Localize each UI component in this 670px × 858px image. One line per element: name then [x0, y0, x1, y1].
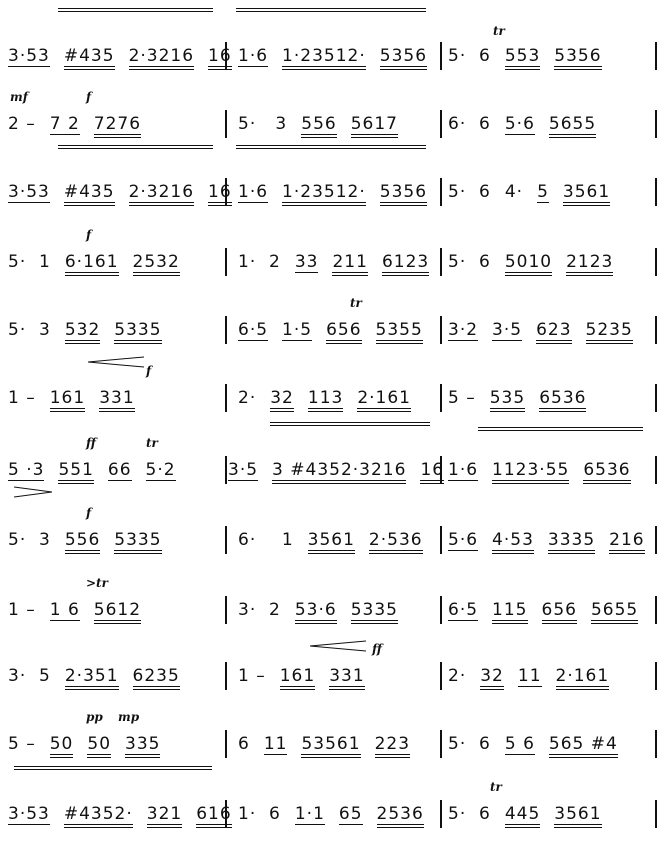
- measure: [8, 316, 162, 344]
- measure: [238, 42, 427, 70]
- measure: [448, 110, 596, 138]
- score-line: [0, 710, 670, 788]
- hairpin-icon: [14, 486, 52, 498]
- measure: [8, 730, 160, 758]
- note-group: 3·5: [228, 456, 258, 484]
- note-group: 5335: [114, 526, 161, 554]
- note-group: 2·536: [369, 526, 423, 554]
- note-group: 3· 2: [238, 600, 281, 620]
- note-group: 1·5: [282, 316, 312, 344]
- note-group: 16: [208, 178, 232, 206]
- note-group: 2·3216: [129, 42, 194, 70]
- score-line: [0, 168, 670, 236]
- note-group: 161: [50, 384, 85, 412]
- hairpin-icon: [88, 356, 144, 368]
- beam-line: [14, 766, 212, 767]
- note-group: 6· 1: [238, 530, 294, 550]
- measure: [448, 42, 602, 70]
- note-group: 5· 6: [448, 252, 491, 272]
- note-group: 5·6: [448, 526, 478, 554]
- note-group: 2·: [238, 388, 257, 408]
- bar-line: [440, 384, 442, 412]
- measure: [238, 730, 410, 758]
- score-line: [0, 90, 670, 168]
- expression-mark: f: [86, 90, 92, 104]
- note-group: 2532: [133, 248, 180, 276]
- bar-line: [655, 248, 657, 276]
- measure: [8, 596, 141, 624]
- note-group: 16: [208, 42, 232, 70]
- note-group: 5335: [114, 316, 161, 344]
- bar-line: [655, 662, 657, 690]
- beam-line: [236, 145, 426, 146]
- measure: [238, 662, 365, 690]
- measure: [8, 384, 135, 412]
- note-group: 6536: [583, 456, 630, 484]
- measure: [238, 316, 423, 344]
- bar-line: [440, 42, 442, 70]
- note-group: #435: [64, 42, 115, 70]
- bar-line: [440, 248, 442, 276]
- note-group: 331: [329, 662, 364, 690]
- note-group: 11: [264, 730, 288, 758]
- note-group: 5· 1: [8, 252, 51, 272]
- note-group: #435: [64, 178, 115, 206]
- bar-line: [655, 596, 657, 624]
- note-group: 115: [492, 596, 527, 624]
- note-group: 3·2: [448, 316, 478, 344]
- expression-mark: f: [146, 364, 152, 378]
- measure: [448, 178, 610, 206]
- note-group: 1· 6: [238, 804, 281, 824]
- note-group: 5355: [376, 316, 423, 344]
- bar-line: [655, 384, 657, 412]
- bar-line: [440, 596, 442, 624]
- note-group: 6· 6: [448, 114, 491, 134]
- note-group: 6123: [382, 248, 429, 276]
- note-group: 5612: [94, 596, 141, 624]
- note-group: 5·2: [146, 456, 176, 484]
- note-group: 32: [480, 662, 504, 690]
- note-group: 6·5: [238, 316, 268, 344]
- score-line: [0, 780, 670, 858]
- note-group: 223: [375, 730, 410, 758]
- note-group: 5· 6: [448, 734, 491, 754]
- note-group: 211: [332, 248, 367, 276]
- bar-line: [225, 248, 227, 276]
- note-group: 5· 6: [448, 46, 491, 66]
- note-group: 3·53: [8, 178, 50, 206]
- note-group: 5010: [505, 248, 552, 276]
- note-group: 1·6: [448, 456, 478, 484]
- note-group: 445: [505, 800, 540, 828]
- note-group: 5 –: [8, 734, 36, 754]
- measure: [8, 248, 180, 276]
- note-group: 4·53: [492, 526, 534, 554]
- note-group: 5335: [351, 596, 398, 624]
- bar-line: [225, 730, 227, 758]
- note-group: 5356: [380, 42, 427, 70]
- note-group: 3· 5: [8, 666, 51, 686]
- score-line: [0, 24, 670, 100]
- note-group: 3 #4352·3216: [272, 456, 406, 484]
- bar-line: [655, 730, 657, 758]
- note-group: 1 –: [238, 666, 266, 686]
- note-group: 6·5: [448, 596, 478, 624]
- measure: [8, 42, 232, 70]
- bar-line: [440, 316, 442, 344]
- measure: [448, 248, 613, 276]
- note-group: 161: [280, 662, 315, 690]
- measure: [448, 730, 618, 758]
- note-group: 50: [87, 730, 111, 758]
- note-group: 553: [505, 42, 540, 70]
- note-group: 321: [147, 800, 182, 828]
- note-group: 32: [270, 384, 294, 412]
- note-group: 3335: [548, 526, 595, 554]
- expression-mark: >tr: [86, 576, 108, 590]
- bar-line: [440, 178, 442, 206]
- note-group: 5·6: [505, 110, 535, 138]
- bar-line: [655, 800, 657, 828]
- measure: [448, 662, 609, 690]
- measure: [8, 456, 176, 484]
- expression-mark: tr: [490, 780, 502, 794]
- note-group: 3·53: [8, 42, 50, 70]
- bar-line: [225, 110, 227, 138]
- note-group: 1·1: [295, 800, 325, 828]
- note-group: 656: [542, 596, 577, 624]
- expression-mark: pp: [86, 710, 103, 724]
- bar-line: [225, 526, 227, 554]
- note-group: 5· 6: [448, 804, 491, 824]
- note-group: 3561: [563, 178, 610, 206]
- bar-line: [225, 456, 227, 484]
- note-group: 5655: [549, 110, 596, 138]
- note-group: 1· 2: [238, 252, 281, 272]
- hairpin-icon: [310, 640, 366, 652]
- note-group: 1·6: [238, 42, 268, 70]
- measure: [448, 316, 633, 344]
- note-group: 5 6: [505, 730, 535, 758]
- beam-line: [478, 427, 643, 428]
- beam-line: [58, 145, 213, 146]
- note-group: 33: [295, 248, 319, 276]
- measure: [8, 662, 180, 690]
- note-group: 5· 3: [238, 114, 288, 134]
- note-group: 5· 6: [448, 182, 491, 202]
- beam-line: [236, 8, 426, 9]
- note-group: 535: [490, 384, 525, 412]
- note-group: 6536: [539, 384, 586, 412]
- note-group: 565 #4: [549, 730, 618, 758]
- note-group: 2 –: [8, 114, 36, 134]
- measure: [238, 248, 429, 276]
- bar-line: [655, 316, 657, 344]
- note-group: 216: [609, 526, 644, 554]
- note-group: 1123·55: [492, 456, 569, 484]
- note-group: 53561: [301, 730, 360, 758]
- expression-mark: mf: [10, 90, 28, 104]
- bar-line: [655, 526, 657, 554]
- note-group: 2536: [377, 800, 424, 828]
- bar-line: [655, 110, 657, 138]
- note-group: 4·: [504, 182, 524, 202]
- bar-line: [225, 316, 227, 344]
- note-group: 5 ·3: [8, 456, 44, 484]
- note-group: 3561: [308, 526, 355, 554]
- measure: [448, 596, 638, 624]
- expression-mark: tr: [146, 436, 158, 450]
- bar-line: [655, 456, 657, 484]
- measure: [238, 596, 398, 624]
- score-line: [0, 436, 670, 514]
- measure: [8, 110, 141, 138]
- note-group: 2·161: [357, 384, 411, 412]
- expression-mark: ff: [86, 436, 96, 450]
- measure: [448, 456, 631, 484]
- note-group: 1 –: [8, 388, 36, 408]
- note-group: 3561: [554, 800, 601, 828]
- note-group: 3·53: [8, 800, 50, 828]
- bar-line: [225, 662, 227, 690]
- measure: [228, 456, 444, 484]
- bar-line: [440, 662, 442, 690]
- note-group: 1·23512·: [282, 42, 366, 70]
- note-group: 623: [536, 316, 571, 344]
- note-group: 1 6: [50, 596, 80, 624]
- note-group: 6: [238, 734, 250, 754]
- note-group: #4352·: [64, 800, 133, 828]
- note-group: 2·: [448, 666, 467, 686]
- bar-line: [440, 526, 442, 554]
- note-group: 2·351: [65, 662, 119, 690]
- note-group: 5 –: [448, 388, 476, 408]
- note-group: 66: [108, 456, 132, 484]
- score-line: [0, 364, 670, 442]
- bar-line: [655, 178, 657, 206]
- expression-mark: tr: [350, 296, 362, 310]
- bar-line: [440, 110, 442, 138]
- note-group: 6·161: [65, 248, 119, 276]
- note-group: 5356: [380, 178, 427, 206]
- note-group: 1 –: [8, 600, 36, 620]
- note-group: 2123: [566, 248, 613, 276]
- note-group: 5655: [591, 596, 638, 624]
- beam-line: [58, 8, 213, 9]
- note-group: 532: [65, 316, 100, 344]
- score-line: [0, 228, 670, 306]
- measure: [238, 178, 427, 206]
- measure: [8, 178, 232, 206]
- expression-mark: f: [86, 228, 92, 242]
- note-group: 551: [58, 456, 93, 484]
- measure: [238, 526, 423, 554]
- note-group: 2·161: [556, 662, 610, 690]
- measure: [238, 800, 424, 828]
- note-group: 5235: [586, 316, 633, 344]
- note-group: 3·5: [492, 316, 522, 344]
- expression-mark: tr: [493, 24, 505, 38]
- note-group: 5· 3: [8, 320, 51, 340]
- bar-line: [225, 596, 227, 624]
- note-group: 11: [518, 662, 542, 690]
- score-line: [0, 506, 670, 584]
- note-group: 556: [65, 526, 100, 554]
- note-group: 2·3216: [129, 178, 194, 206]
- note-group: 113: [308, 384, 343, 412]
- note-group: 7 2: [50, 110, 80, 138]
- note-group: 335: [125, 730, 160, 758]
- note-group: 53·6: [295, 596, 337, 624]
- measure: [448, 526, 645, 554]
- note-group: 331: [99, 384, 134, 412]
- beam-line: [270, 422, 430, 423]
- expression-mark: f: [86, 506, 92, 520]
- note-group: 16: [420, 456, 444, 484]
- measure: [8, 526, 162, 554]
- note-group: 5617: [351, 110, 398, 138]
- measure: [448, 800, 602, 828]
- note-group: 7276: [94, 110, 141, 138]
- measure: [448, 384, 586, 412]
- bar-line: [225, 384, 227, 412]
- note-group: 656: [326, 316, 361, 344]
- note-group: 556: [301, 110, 336, 138]
- expression-mark: mp: [118, 710, 140, 724]
- expression-mark: ff: [372, 642, 382, 656]
- note-group: 6235: [133, 662, 180, 690]
- measure: [8, 800, 232, 828]
- bar-line: [440, 800, 442, 828]
- note-group: 5· 3: [8, 530, 51, 550]
- note-group: 5356: [554, 42, 601, 70]
- measure: [238, 384, 411, 412]
- note-group: 1·23512·: [282, 178, 366, 206]
- measure: [238, 110, 398, 138]
- note-group: 50: [50, 730, 74, 758]
- note-group: 65: [339, 800, 363, 828]
- note-group: 5: [537, 178, 549, 206]
- note-group: 1·6: [238, 178, 268, 206]
- bar-line: [440, 730, 442, 758]
- note-group: 616: [196, 800, 231, 828]
- bar-line: [655, 42, 657, 70]
